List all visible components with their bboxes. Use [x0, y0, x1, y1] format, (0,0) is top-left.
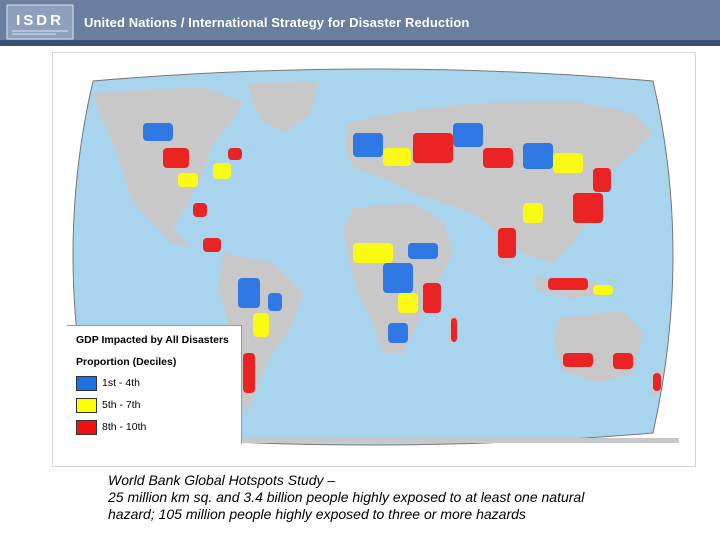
- isdr-logo: [6, 4, 74, 40]
- hotspot-high: [243, 353, 255, 393]
- hotspot-high: [203, 238, 221, 252]
- hotspot-mid: [253, 313, 269, 337]
- hotspot-low: [353, 133, 383, 157]
- map-legend: [67, 325, 242, 444]
- hotspot-mid: [593, 285, 613, 295]
- hotspot-mid: [383, 148, 411, 166]
- caption: [108, 472, 708, 523]
- slide-header: [0, 0, 720, 46]
- hotspot-high: [563, 353, 593, 367]
- hotspot-high: [451, 318, 457, 342]
- hotspot-high: [613, 353, 633, 369]
- header-stripe: [0, 40, 720, 46]
- legend-label-low: 1st - 4th: [102, 377, 140, 389]
- hotspot-low: [408, 243, 438, 259]
- hotspot-high: [573, 193, 603, 223]
- hotspot-high: [413, 133, 453, 163]
- legend-title: GDP Impacted by All Disasters: [76, 334, 229, 346]
- hotspot-mid: [523, 203, 543, 223]
- hotspot-mid: [353, 243, 393, 263]
- hotspot-low: [383, 263, 413, 293]
- hotspot-high: [228, 148, 242, 160]
- hotspot-high: [423, 283, 441, 313]
- hotspot-mid: [553, 153, 583, 173]
- legend-swatch-low: [76, 376, 97, 391]
- hotspot-mid: [398, 293, 418, 313]
- hotspot-low: [523, 143, 553, 169]
- hotspot-mid: [178, 173, 198, 187]
- hotspot-high: [193, 203, 207, 217]
- header-title: United Nations / International Strategy for Disaster Reduction: [84, 15, 470, 30]
- hotspot-high: [593, 168, 611, 192]
- hotspot-high: [163, 148, 189, 168]
- svg-text:ISDR: ISDR: [16, 12, 64, 29]
- legend-swatch-high: [76, 420, 97, 435]
- hotspot-low: [238, 278, 260, 308]
- hotspot-high: [653, 373, 661, 391]
- caption-line-1: World Bank Global Hotspots Study –: [108, 472, 336, 488]
- legend-label-high: 8th - 10th: [102, 421, 147, 433]
- hotspot-low: [143, 123, 173, 141]
- hotspot-low: [388, 323, 408, 343]
- hotspot-high: [548, 278, 588, 290]
- caption-line-2: 25 million km sq. and 3.4 billion people highly exposed to at least one natural: [108, 489, 585, 505]
- hotspot-mid: [213, 163, 231, 179]
- legend-label-mid: 5th - 7th: [102, 399, 141, 411]
- hotspot-low: [268, 293, 282, 311]
- hotspot-low: [453, 123, 483, 147]
- hotspot-high: [483, 148, 513, 168]
- hotspot-high: [498, 228, 516, 258]
- legend-swatch-mid: [76, 398, 97, 413]
- map-frame: [52, 52, 696, 467]
- legend-subtitle: Proportion (Deciles): [76, 356, 177, 368]
- caption-line-3: hazard; 105 million people highly exposed to three or more hazards: [108, 506, 526, 522]
